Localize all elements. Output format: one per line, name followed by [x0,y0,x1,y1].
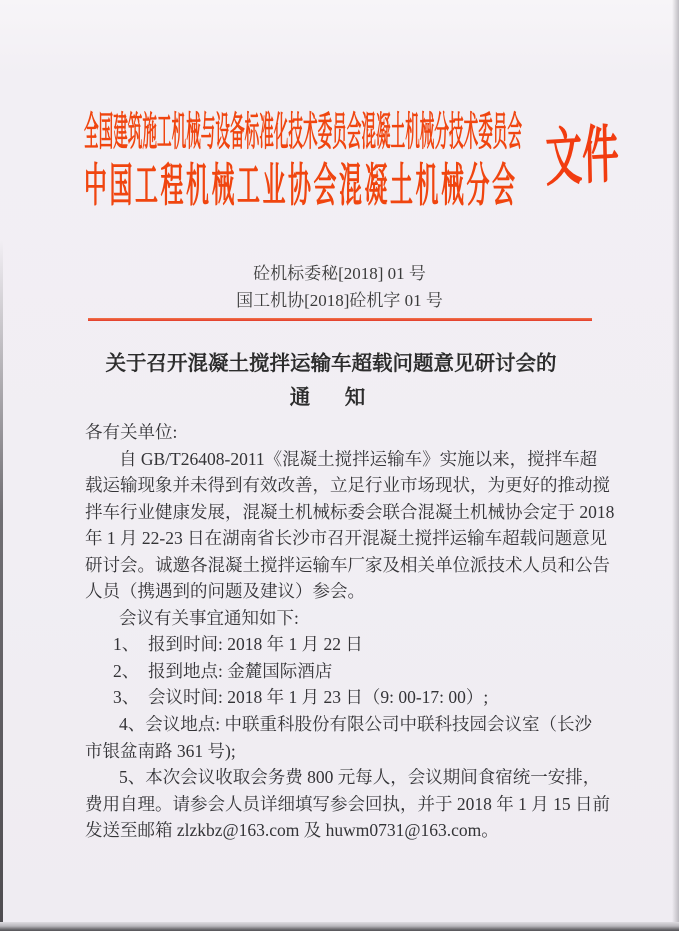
letterhead-org-line-1: 全国建筑施工机械与设备标准化技术委员会混凝土机械分技术委员会 [84,109,522,154]
agenda-item: 2、 报到地点: 金麓国际酒店 [113,660,333,681]
body-line: 发送至邮箱 zlzkbz@163.com 及 huwm0731@163.com。 [85,820,499,841]
body-line: 市银盆南路 361 号); [85,740,236,761]
letterhead-divider [88,318,592,321]
agenda-item: 5、本次会议收取会务费 800 元每人，会议期间食宿统一安排， [119,767,601,788]
notice-title-line-2: 通 知 [289,386,373,409]
scan-edge-left [0,240,3,923]
salutation: 各有关单位: [85,422,178,442]
body-line: 人员（携遇到的问题及建议）参会。 [85,581,365,602]
agenda-item: 4、会议地点: 中联重科股份有限公司中联科技园会议室（长沙 [119,714,592,735]
agenda-item: 3、 会议时间: 2018 年 1 月 23 日（9: 00-17: 00）; [113,687,489,708]
doc-number-primary: 砼机标委秘[2018] 01 号 [253,264,426,283]
scan-edge-right [672,0,679,931]
letterhead-file-label: 文件 [544,119,620,194]
body-line: 拌车行业健康发展，混凝土机械标委会联合混凝土机械协会定于 2018 [85,501,615,522]
notice-title-line-1: 关于召开混凝土搅拌运输车超载问题意见研讨会的 [105,352,557,375]
agenda-item: 1、 报到时间: 2018 年 1 月 22 日 [113,634,363,655]
body-line: 会议有关事宜通知如下: [119,607,299,628]
body-line: 自 GB/T26408-2011《混凝土搅拌运输车》实施以来，搅拌车超 [119,448,598,469]
body-line: 研讨会。诚邀各混凝土搅拌运输车厂家及相关单位派技术人员和公告 [85,554,610,575]
letterhead-org-line-2: 中国工程机械工业协会混凝土机械分会 [84,160,518,211]
doc-number-secondary: 国工机协[2018]砼机字 01 号 [236,291,443,310]
body-line: 载运输现象并未得到有效改善，立足行业市场现状，为更好的推动搅 [85,475,610,496]
body-line: 费用自理。请参会人员详细填写参会回执，并于 2018 年 1 月 15 日前 [85,793,610,814]
scan-edge-bottom [0,922,679,931]
notice-body [85,419,615,844]
body-line: 年 1 月 22-23 日在湖南省长沙市召开混凝土搅拌运输车超载问题意见 [85,528,608,549]
